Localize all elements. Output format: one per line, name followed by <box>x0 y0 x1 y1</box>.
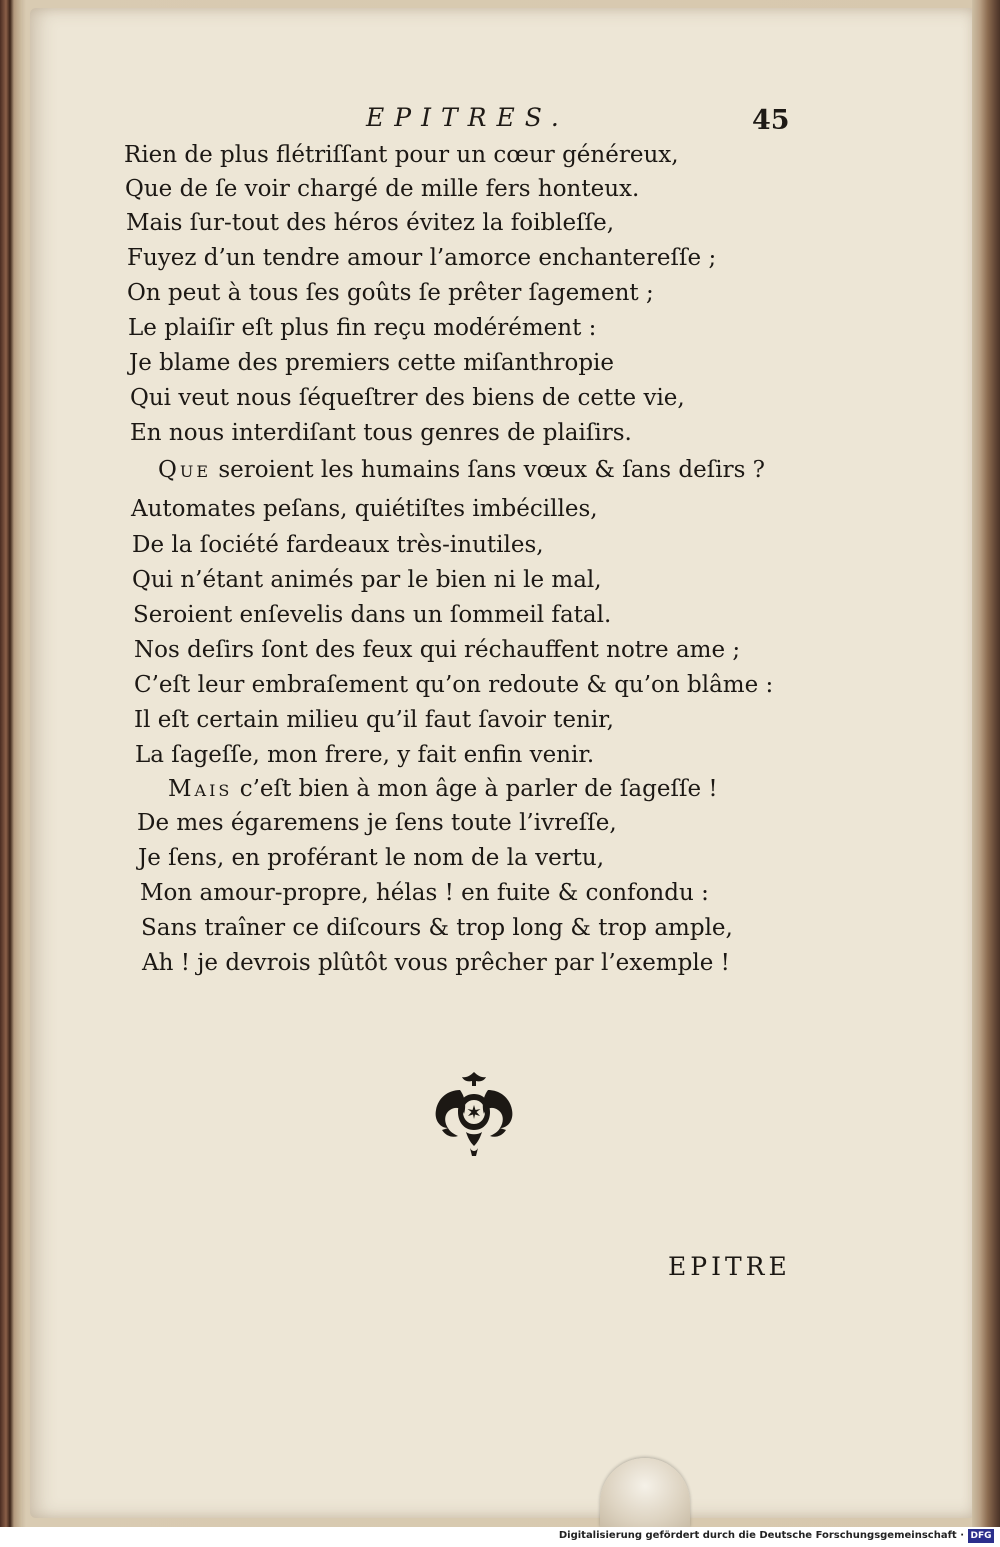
poem-line: Mon amour-propre, hélas ! en fuite & confondu : <box>140 880 709 906</box>
poem-line: Rien de plus flétriſſant pour un cœur généreux, <box>124 142 679 168</box>
poem-line: Mais ſur-tout des héros évitez la foibleſſe, <box>126 210 615 236</box>
poem-line: Nos deſirs ſont des feux qui réchauffent notre ame ; <box>134 637 741 663</box>
poem-line: Fuyez d’un tendre amour l’amorce enchantereſſe ; <box>127 245 717 271</box>
poem-line: Le plaiſir eſt plus fin reçu modérément : <box>128 315 597 341</box>
book-binding-right <box>972 0 1000 1527</box>
poem-line: C’eſt leur embraſement qu’on redoute & qu’on blâme : <box>134 672 774 698</box>
poem-line: La ſageſſe, mon frere, y fait enfin venir. <box>135 742 595 768</box>
poem-line: En nous interdiſant tous genres de plaiſirs. <box>130 420 632 446</box>
poem-line <box>168 774 718 804</box>
poem-line: De mes égaremens je ſens toute l’ivreſſe, <box>137 810 617 836</box>
poem-line-text: c’eſt bien à mon âge à parler de ſageſſe ! <box>239 776 718 802</box>
poem-line: Il eſt certain milieu qu’il faut ſavoir tenir, <box>134 707 614 733</box>
page-number: 45 <box>752 105 790 136</box>
poem-line: Automates peſans, quiétiſtes imbécilles, <box>131 496 598 522</box>
small-caps-word: Mais <box>168 776 233 802</box>
small-caps-word: Que <box>158 457 212 483</box>
poem-line <box>158 455 765 485</box>
catchword: EPITRE <box>668 1252 791 1281</box>
poem-line: Je ſens, en proférant le nom de la vertu, <box>138 845 605 871</box>
running-title: EPITRES. <box>366 103 569 132</box>
poem-line: Ah ! je devrois plûtôt vous prêcher par l’exemple ! <box>142 950 730 976</box>
book-binding-left <box>0 0 22 1527</box>
poem-line-text: seroient les humains ſans vœux & ſans deſirs ? <box>218 457 766 483</box>
poem-line: Qui veut nous ſéqueſtrer des biens de cette vie, <box>130 385 685 411</box>
funding-credit: Digitalisierung gefördert durch die Deutsche Forschungsgemeinschaft · <box>558 1530 964 1541</box>
poem-line: Seroient enſevelis dans un ſommeil fatal. <box>133 602 612 628</box>
poem-line: Je blame des premiers cette miſanthropie <box>129 350 615 376</box>
poem-line: De la ſociété fardeaux très-inutiles, <box>132 532 544 558</box>
poem-line: Que de ſe voir chargé de mille fers honteux. <box>125 176 640 202</box>
poem-line: Qui n’étant animés par le bien ni le mal, <box>132 567 602 593</box>
poem-line: Sans traîner ce diſcours & trop long & trop ample, <box>141 915 733 941</box>
poem-line: On peut à tous ſes goûts ſe prêter ſagement ; <box>127 280 654 306</box>
printer-ornament <box>430 1068 518 1158</box>
dfg-logo: DFG <box>968 1529 994 1543</box>
